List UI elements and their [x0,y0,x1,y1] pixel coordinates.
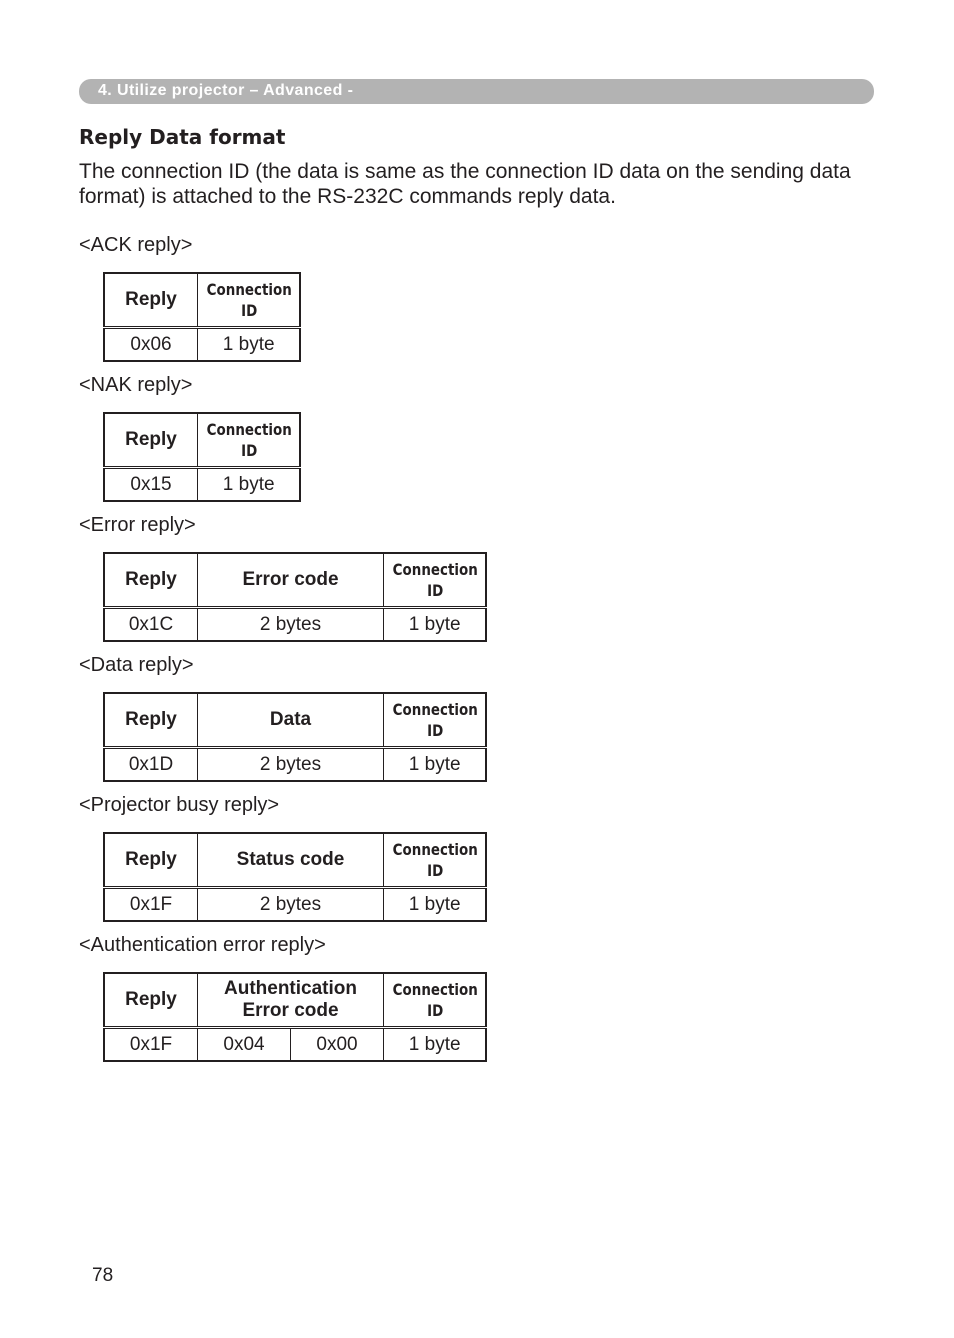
section-title: Reply Data format [79,125,286,149]
connection-id-header: Connection ID [392,693,478,748]
auth-reply-label: <Authentication error reply> [79,934,326,956]
reply-value: 0x1F [104,1028,198,1062]
ack-reply-table [103,272,301,362]
error-reply-label: <Error reply> [79,514,196,536]
busy-reply-table [103,832,487,922]
status-code-size: 2 bytes [198,888,384,922]
connection-id-header: Connection ID [392,833,478,888]
error-code-header: Error code [198,553,384,608]
auth-error-code-header: Authentication Error code [198,973,384,1028]
connection-id-header: Connection ID [392,553,478,608]
status-code-header: Status code [198,833,384,888]
connection-id-size: 1 byte [198,328,301,362]
connection-id-header: Connection ID [392,973,478,1028]
reply-value: 0x1F [104,888,198,922]
chapter-header-label: 4. Utilize projector – Advanced - [98,82,354,99]
error-code-size: 2 bytes [198,608,384,642]
connection-id-size: 1 byte [384,748,487,782]
connection-id-size: 1 byte [384,608,487,642]
data-header: Data [198,693,384,748]
reply-header: Reply [104,973,198,1028]
data-reply-label: <Data reply> [79,654,194,676]
auth-code-2: 0x00 [291,1028,384,1062]
connection-id-size: 1 byte [384,888,487,922]
connection-id-header: Connection ID [206,413,292,468]
intro-paragraph: The connection ID (the data is same as the connection ID data on the sending data format) is attached to the RS-232C commands reply data. [79,160,851,208]
data-size: 2 bytes [198,748,384,782]
error-reply-table [103,552,487,642]
reply-header: Reply [104,553,198,608]
reply-value: 0x06 [104,328,198,362]
chapter-header-bar [79,79,874,104]
reply-header: Reply [104,273,198,328]
reply-value: 0x1D [104,748,198,782]
ack-reply-label: <ACK reply> [79,234,193,256]
reply-value: 0x1C [104,608,198,642]
nak-reply-label: <NAK reply> [79,374,193,396]
data-reply-table [103,692,487,782]
auth-code-1: 0x04 [198,1028,291,1062]
nak-reply-table [103,412,301,502]
reply-header: Reply [104,693,198,748]
auth-reply-table [103,972,487,1062]
reply-header: Reply [104,833,198,888]
connection-id-size: 1 byte [384,1028,487,1062]
connection-id-size: 1 byte [198,468,301,502]
page-number: 78 [92,1265,114,1286]
reply-header: Reply [104,413,198,468]
connection-id-header: Connection ID [206,273,292,328]
reply-value: 0x15 [104,468,198,502]
busy-reply-label: <Projector busy reply> [79,794,280,816]
